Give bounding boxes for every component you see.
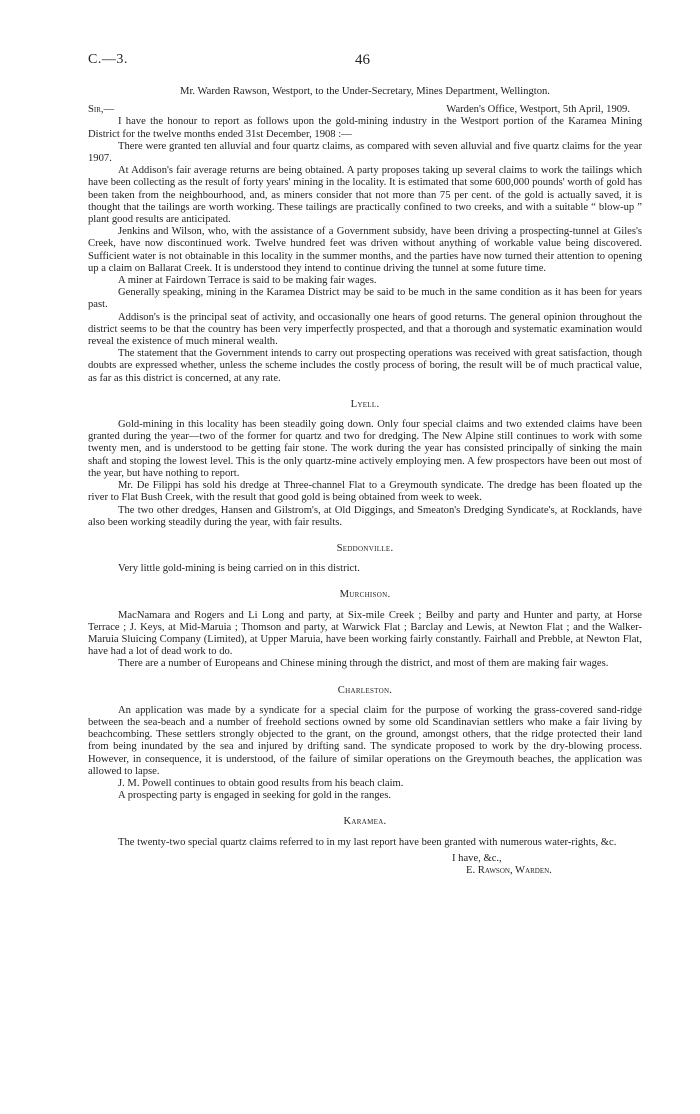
section-heading: Karamea. [343, 816, 387, 828]
section-karamea [88, 816, 642, 848]
paragraph: There were granted ten alluvial and four quartz claims, as compared with seven alluvial and five quartz claims for the year 1907. [88, 140, 642, 165]
paragraph: Mr. De Filippi has sold his dredge at Three-channel Flat to a Greymouth syndicate. The dredge has been floated up the river to Flat Bush Creek, with the result that good gold is being obtained from week to week. [88, 480, 642, 504]
section-heading: Lyell. [350, 398, 380, 410]
paragraph: A miner at Fairdown Terrace is said to be making fair wages. [118, 275, 377, 287]
paragraph: At Addison's fair average returns are being obtained. A party proposes taking up several claims to work the tailings which have been collecting as the result of forty years' mining in the locality. It is estimated that some 600,000 pounds' worth of gold has been taken from the neighbourhood, and, as miners consider that not more than 75 per cent. of the gold is actually saved, it is thought that the tailings are worth working. These tailings are practically confined to two creeks, and with a suitable “ blow-up ” plant good results are anticipated. [88, 165, 642, 226]
paragraph: An application was made by a syndicate for a special claim for the purpose of working the grass-covered sand-ridge between the sea-beach and a number of freehold sections owned by some old Scandinavian settlers who make a fair living by beachcombing. These settlers strongly objected to the grant, on the ground, amongst others, that the ridge protected their land from being inundated by the sea and injured by drifting sand. The syndicate proposed to work by the dry-blowing process. However, in consequence, it is understood, of the failure of similar operations on the Greymouth beaches, the application was allowed to lapse. [88, 704, 642, 777]
salutation-row [88, 104, 642, 116]
report-sections [88, 399, 642, 849]
paragraph: The statement that the Government intends to carry out prospecting operations was received with great satisfaction, though doubts are expressed whether, unless the scheme includes the costly process of boring, the result will be of much practical value, as far as this district is concerned, at any rate. [88, 348, 642, 384]
address-line: Mr. Warden Rawson, Westport, to the Under-Secretary, Mines Department, Wellington. [180, 86, 550, 97]
section-lyell [88, 399, 642, 529]
paragraph: J. M. Powell continues to obtain good results from his beach claim. [118, 777, 404, 789]
paragraph: I have the honour to report as follows upon the gold-mining industry in the Westport portion of the Karamea Mining District for the twelve months ended 31st December, 1908 :— [88, 116, 642, 140]
paragraph: Generally speaking, mining in the Karamea District may be said to be much in the same condition as it has been for years past. [88, 287, 642, 311]
section-heading: Charleston. [337, 684, 393, 696]
closing: I have, &c., [452, 852, 502, 864]
section-heading: Murchison. [339, 589, 391, 601]
paragraph: Gold-mining in this locality has been steadily going down. Only four special claims and two extended claims have been granted during the year—two of the former for quartz and two for dredging. The New Alpine still continues to work with some twenty men, and is understood to be getting fair stone. The work during the year has consisted principally of sinking the main shaft and stoping the lowest level. This is the only quartz-mine actively employing men. A few prospectors have been out most of the year, but have nothing to report. [88, 419, 642, 479]
page-number: 46 [355, 52, 370, 68]
paragraph: Jenkins and Wilson, who, with the assistance of a Government subsidy, have been driving a prospecting-tunnel at Giles's Creek, have now discontinued work. Twelve hundred feet was driven without anything of workable value being discovered. Sufficient water is not obtainable in this locality in the summer months, and the parties have now turned their attention to opening up a claim on Ballarat Creek. It is understood they intend to continue driving the tunnel at some future time. [88, 226, 642, 274]
document-code: C.—3. [88, 52, 128, 67]
paragraph: Addison's is the principal seat of activity, and occasionally one hears of good returns. The general opinion throughout the district seems to be that the country has been very imperfectly prospected, and that a thorough and systematic examination would reveal the existence of much mineral wealth. [88, 311, 642, 348]
paragraph: Very little gold-mining is being carried on in this district. [118, 563, 360, 575]
paragraph: There are a number of Europeans and Chinese mining through the district, and most of them are making fair wages. [118, 658, 609, 670]
paragraph: A prospecting party is engaged in seeking for gold in the ranges. [118, 790, 392, 802]
dateline: Warden's Office, Westport, 5th April, 1909. [446, 104, 630, 116]
intro-section [88, 116, 642, 384]
signature: E. Rawson, Warden. [466, 864, 552, 876]
section-charleston [88, 685, 642, 803]
paragraph: MacNamara and Rogers and Li Long and party, at Six-mile Creek ; Beilby and party and Hunter and party, at Horse Terrace ; J. Keys, at Mid-Maruia ; Thomson and party, at Warwick Flat ; Barclay and Lewis, at Newton Flat ; and the Walker-Maruia Sluicing Company (Limited), at Upper Maruia, have been working fairly constantly. Fairhall and Prebble, at Newton Flat, have had a lot of dead work to do. [88, 609, 642, 658]
section-seddonville [88, 543, 642, 575]
section-heading: Seddonville. [336, 542, 394, 554]
section-murchison [88, 589, 642, 670]
paragraph: The twenty-two special quartz claims referred to in my last report have been granted with numerous water-rights, &c. [118, 836, 617, 848]
salutation: Sir,— [88, 104, 115, 116]
paragraph: The two other dredges, Hansen and Gilstrom's, at Old Diggings, and Smeaton's Dredging Syndicate's, at Rocklands, have also been working steadily during the year, with fair results. [88, 504, 642, 528]
